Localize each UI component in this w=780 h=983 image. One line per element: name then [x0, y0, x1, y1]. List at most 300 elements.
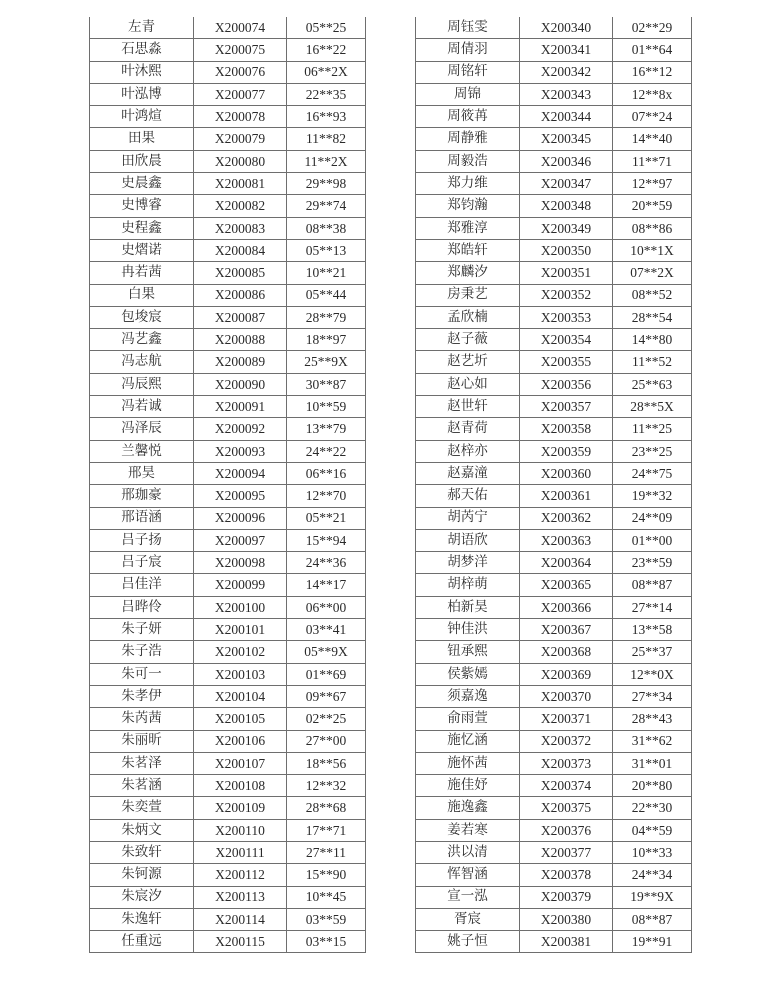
- roster-table-right: [415, 17, 692, 953]
- id-cell: X200086: [194, 284, 287, 306]
- code-cell: 28**79: [287, 306, 366, 328]
- id-cell: X200351: [520, 262, 613, 284]
- id-cell: X200080: [194, 150, 287, 172]
- table-row: [416, 217, 692, 239]
- table-row: [416, 574, 692, 596]
- id-cell: X200103: [194, 663, 287, 685]
- name-cell: 石思淼: [90, 39, 194, 61]
- name-cell: 周铭轩: [416, 61, 520, 83]
- code-cell: 13**58: [613, 619, 692, 641]
- id-cell: X200378: [520, 864, 613, 886]
- table-row: [416, 841, 692, 863]
- code-cell: 05**21: [287, 507, 366, 529]
- table-row: [416, 908, 692, 930]
- code-cell: 23**59: [613, 552, 692, 574]
- code-cell: 05**9X: [287, 641, 366, 663]
- table-row: [90, 730, 366, 752]
- id-cell: X200115: [194, 931, 287, 953]
- code-cell: 11**52: [613, 351, 692, 373]
- name-cell: 须嘉逸: [416, 685, 520, 707]
- table-row: [90, 685, 366, 707]
- id-cell: X200108: [194, 775, 287, 797]
- name-cell: 施逸鑫: [416, 797, 520, 819]
- table-row: [90, 284, 366, 306]
- code-cell: 27**11: [287, 841, 366, 863]
- id-cell: X200380: [520, 908, 613, 930]
- table-row: [416, 685, 692, 707]
- name-cell: 冉若茜: [90, 262, 194, 284]
- name-cell: 赵艺圻: [416, 351, 520, 373]
- id-cell: X200349: [520, 217, 613, 239]
- code-cell: 05**44: [287, 284, 366, 306]
- code-cell: 03**59: [287, 908, 366, 930]
- code-cell: 08**52: [613, 284, 692, 306]
- id-cell: X200094: [194, 462, 287, 484]
- table-row: [416, 708, 692, 730]
- code-cell: 10**33: [613, 841, 692, 863]
- id-cell: X200114: [194, 908, 287, 930]
- name-cell: 邢昊: [90, 462, 194, 484]
- name-cell: 姜若寒: [416, 819, 520, 841]
- table-row: [90, 396, 366, 418]
- name-cell: 吕子扬: [90, 529, 194, 551]
- code-cell: 03**15: [287, 931, 366, 953]
- name-cell: 侯紫嫣: [416, 663, 520, 685]
- code-cell: 11**2X: [287, 150, 366, 172]
- id-cell: X200370: [520, 685, 613, 707]
- id-cell: X200083: [194, 217, 287, 239]
- code-cell: 12**70: [287, 485, 366, 507]
- code-cell: 07**2X: [613, 262, 692, 284]
- table-row: [90, 306, 366, 328]
- code-cell: 28**54: [613, 306, 692, 328]
- name-cell: 冯志航: [90, 351, 194, 373]
- name-cell: 周钰雯: [416, 17, 520, 39]
- id-cell: X200075: [194, 39, 287, 61]
- code-cell: 07**24: [613, 106, 692, 128]
- code-cell: 08**86: [613, 217, 692, 239]
- name-cell: 胡芮宁: [416, 507, 520, 529]
- name-cell: 宣一泓: [416, 886, 520, 908]
- table-row: [416, 596, 692, 618]
- name-cell: 周筱苒: [416, 106, 520, 128]
- code-cell: 06**2X: [287, 61, 366, 83]
- table-row: [90, 819, 366, 841]
- id-cell: X200076: [194, 61, 287, 83]
- name-cell: 施佳妤: [416, 775, 520, 797]
- table-row: [90, 195, 366, 217]
- id-cell: X200365: [520, 574, 613, 596]
- name-cell: 赵青荷: [416, 418, 520, 440]
- name-cell: 朱可一: [90, 663, 194, 685]
- id-cell: X200350: [520, 239, 613, 261]
- code-cell: 10**45: [287, 886, 366, 908]
- roster-table-left: [89, 17, 366, 953]
- table-row: [416, 507, 692, 529]
- code-cell: 24**36: [287, 552, 366, 574]
- code-cell: 24**75: [613, 462, 692, 484]
- code-cell: 18**56: [287, 752, 366, 774]
- table-row: [90, 373, 366, 395]
- name-cell: 朱奕萱: [90, 797, 194, 819]
- code-cell: 14**80: [613, 329, 692, 351]
- code-cell: 25**9X: [287, 351, 366, 373]
- code-cell: 05**13: [287, 239, 366, 261]
- id-cell: X200081: [194, 173, 287, 195]
- table-row: [90, 173, 366, 195]
- code-cell: 31**62: [613, 730, 692, 752]
- roster-table-body: [416, 17, 692, 953]
- table-row: [416, 797, 692, 819]
- id-cell: X200372: [520, 730, 613, 752]
- table-row: [416, 17, 692, 39]
- id-cell: X200354: [520, 329, 613, 351]
- table-row: [90, 440, 366, 462]
- table-row: [90, 908, 366, 930]
- code-cell: 19**91: [613, 931, 692, 953]
- name-cell: 柏新昊: [416, 596, 520, 618]
- name-cell: 冯艺鑫: [90, 329, 194, 351]
- id-cell: X200102: [194, 641, 287, 663]
- table-row: [90, 106, 366, 128]
- code-cell: 18**97: [287, 329, 366, 351]
- name-cell: 吕佳洋: [90, 574, 194, 596]
- code-cell: 24**09: [613, 507, 692, 529]
- table-row: [90, 663, 366, 685]
- table-row: [416, 61, 692, 83]
- code-cell: 01**00: [613, 529, 692, 551]
- table-row: [416, 663, 692, 685]
- id-cell: X200366: [520, 596, 613, 618]
- id-cell: X200090: [194, 373, 287, 395]
- table-row: [90, 61, 366, 83]
- table-row: [90, 864, 366, 886]
- code-cell: 27**14: [613, 596, 692, 618]
- id-cell: X200343: [520, 83, 613, 105]
- table-row: [416, 262, 692, 284]
- code-cell: 10**21: [287, 262, 366, 284]
- table-row: [90, 507, 366, 529]
- name-cell: 史熠诺: [90, 239, 194, 261]
- code-cell: 08**38: [287, 217, 366, 239]
- table-row: [416, 83, 692, 105]
- id-cell: X200381: [520, 931, 613, 953]
- table-row: [416, 552, 692, 574]
- id-cell: X200098: [194, 552, 287, 574]
- id-cell: X200093: [194, 440, 287, 462]
- name-cell: 房秉艺: [416, 284, 520, 306]
- id-cell: X200373: [520, 752, 613, 774]
- id-cell: X200099: [194, 574, 287, 596]
- table-row: [416, 641, 692, 663]
- code-cell: 25**37: [613, 641, 692, 663]
- code-cell: 28**43: [613, 708, 692, 730]
- id-cell: X200082: [194, 195, 287, 217]
- table-row: [416, 329, 692, 351]
- code-cell: 12**32: [287, 775, 366, 797]
- code-cell: 13**79: [287, 418, 366, 440]
- table-row: [416, 106, 692, 128]
- id-cell: X200084: [194, 239, 287, 261]
- table-row: [416, 931, 692, 953]
- name-cell: 朱宸汐: [90, 886, 194, 908]
- code-cell: 16**22: [287, 39, 366, 61]
- table-row: [90, 217, 366, 239]
- code-cell: 10**1X: [613, 239, 692, 261]
- name-cell: 郑麟汐: [416, 262, 520, 284]
- id-cell: X200111: [194, 841, 287, 863]
- name-cell: 钮承熙: [416, 641, 520, 663]
- id-cell: X200376: [520, 819, 613, 841]
- code-cell: 11**25: [613, 418, 692, 440]
- id-cell: X200110: [194, 819, 287, 841]
- table-row: [90, 841, 366, 863]
- table-row: [416, 239, 692, 261]
- code-cell: 04**59: [613, 819, 692, 841]
- table-row: [416, 440, 692, 462]
- code-cell: 10**59: [287, 396, 366, 418]
- id-cell: X200363: [520, 529, 613, 551]
- id-cell: X200358: [520, 418, 613, 440]
- id-cell: X200357: [520, 396, 613, 418]
- code-cell: 19**32: [613, 485, 692, 507]
- name-cell: 赵子薇: [416, 329, 520, 351]
- table-row: [90, 931, 366, 953]
- name-cell: 朱子浩: [90, 641, 194, 663]
- table-row: [90, 17, 366, 39]
- code-cell: 20**80: [613, 775, 692, 797]
- name-cell: 冯辰熙: [90, 373, 194, 395]
- name-cell: 田欣晨: [90, 150, 194, 172]
- name-cell: 洪以清: [416, 841, 520, 863]
- table-row: [416, 173, 692, 195]
- id-cell: X200109: [194, 797, 287, 819]
- table-row: [416, 128, 692, 150]
- name-cell: 胥宸: [416, 908, 520, 930]
- code-cell: 27**34: [613, 685, 692, 707]
- code-cell: 31**01: [613, 752, 692, 774]
- id-cell: X200347: [520, 173, 613, 195]
- name-cell: 朱茗涵: [90, 775, 194, 797]
- code-cell: 05**25: [287, 17, 366, 39]
- code-cell: 28**68: [287, 797, 366, 819]
- code-cell: 22**30: [613, 797, 692, 819]
- id-cell: X200095: [194, 485, 287, 507]
- name-cell: 朱逸轩: [90, 908, 194, 930]
- table-row: [416, 396, 692, 418]
- id-cell: X200379: [520, 886, 613, 908]
- table-row: [90, 262, 366, 284]
- table-row: [90, 418, 366, 440]
- name-cell: 吕子宸: [90, 552, 194, 574]
- code-cell: 12**8x: [613, 83, 692, 105]
- name-cell: 钟佳洪: [416, 619, 520, 641]
- id-cell: X200355: [520, 351, 613, 373]
- name-cell: 郑皓轩: [416, 239, 520, 261]
- code-cell: 03**41: [287, 619, 366, 641]
- id-cell: X200091: [194, 396, 287, 418]
- table-row: [416, 418, 692, 440]
- table-row: [90, 886, 366, 908]
- id-cell: X200345: [520, 128, 613, 150]
- table-row: [416, 195, 692, 217]
- name-cell: 叶沐熙: [90, 61, 194, 83]
- id-cell: X200353: [520, 306, 613, 328]
- code-cell: 11**82: [287, 128, 366, 150]
- name-cell: 邢珈豪: [90, 485, 194, 507]
- table-row: [90, 351, 366, 373]
- name-cell: 赵梓亦: [416, 440, 520, 462]
- name-cell: 恽智涵: [416, 864, 520, 886]
- code-cell: 17**71: [287, 819, 366, 841]
- table-row: [416, 886, 692, 908]
- table-row: [90, 83, 366, 105]
- code-cell: 29**74: [287, 195, 366, 217]
- table-row: [90, 775, 366, 797]
- name-cell: 朱炳文: [90, 819, 194, 841]
- name-cell: 施怀茜: [416, 752, 520, 774]
- id-cell: X200113: [194, 886, 287, 908]
- id-cell: X200362: [520, 507, 613, 529]
- code-cell: 12**97: [613, 173, 692, 195]
- id-cell: X200364: [520, 552, 613, 574]
- code-cell: 16**93: [287, 106, 366, 128]
- name-cell: 郑雅淳: [416, 217, 520, 239]
- id-cell: X200104: [194, 685, 287, 707]
- table-row: [416, 462, 692, 484]
- name-cell: 朱孝伊: [90, 685, 194, 707]
- table-row: [90, 574, 366, 596]
- code-cell: 15**90: [287, 864, 366, 886]
- code-cell: 02**25: [287, 708, 366, 730]
- code-cell: 24**34: [613, 864, 692, 886]
- table-row: [416, 39, 692, 61]
- id-cell: X200087: [194, 306, 287, 328]
- id-cell: X200369: [520, 663, 613, 685]
- table-row: [416, 351, 692, 373]
- name-cell: 周毅浩: [416, 150, 520, 172]
- table-row: [90, 552, 366, 574]
- id-cell: X200092: [194, 418, 287, 440]
- id-cell: X200361: [520, 485, 613, 507]
- table-row: [90, 708, 366, 730]
- id-cell: X200348: [520, 195, 613, 217]
- table-row: [416, 864, 692, 886]
- code-cell: 01**69: [287, 663, 366, 685]
- id-cell: X200352: [520, 284, 613, 306]
- id-cell: X200368: [520, 641, 613, 663]
- code-cell: 02**29: [613, 17, 692, 39]
- name-cell: 郝天佑: [416, 485, 520, 507]
- name-cell: 吕晔伶: [90, 596, 194, 618]
- code-cell: 25**63: [613, 373, 692, 395]
- name-cell: 胡梓萌: [416, 574, 520, 596]
- name-cell: 俞雨萱: [416, 708, 520, 730]
- name-cell: 白果: [90, 284, 194, 306]
- id-cell: X200341: [520, 39, 613, 61]
- name-cell: 赵嘉潼: [416, 462, 520, 484]
- table-row: [416, 485, 692, 507]
- table-row: [90, 329, 366, 351]
- id-cell: X200078: [194, 106, 287, 128]
- code-cell: 30**87: [287, 373, 366, 395]
- code-cell: 08**87: [613, 574, 692, 596]
- name-cell: 周静雅: [416, 128, 520, 150]
- id-cell: X200112: [194, 864, 287, 886]
- id-cell: X200101: [194, 619, 287, 641]
- name-cell: 史博睿: [90, 195, 194, 217]
- name-cell: 史程鑫: [90, 217, 194, 239]
- name-cell: 郑钧瀚: [416, 195, 520, 217]
- name-cell: 赵心如: [416, 373, 520, 395]
- name-cell: 田果: [90, 128, 194, 150]
- id-cell: X200089: [194, 351, 287, 373]
- table-row: [90, 239, 366, 261]
- table-row: [416, 619, 692, 641]
- name-cell: 包埈宸: [90, 306, 194, 328]
- name-cell: 胡语欣: [416, 529, 520, 551]
- id-cell: X200375: [520, 797, 613, 819]
- table-row: [416, 819, 692, 841]
- code-cell: 09**67: [287, 685, 366, 707]
- id-cell: X200377: [520, 841, 613, 863]
- id-cell: X200079: [194, 128, 287, 150]
- id-cell: X200106: [194, 730, 287, 752]
- id-cell: X200342: [520, 61, 613, 83]
- id-cell: X200105: [194, 708, 287, 730]
- table-row: [90, 485, 366, 507]
- code-cell: 01**64: [613, 39, 692, 61]
- table-row: [416, 730, 692, 752]
- name-cell: 叶泓博: [90, 83, 194, 105]
- name-cell: 朱茗泽: [90, 752, 194, 774]
- code-cell: 23**25: [613, 440, 692, 462]
- code-cell: 11**71: [613, 150, 692, 172]
- code-cell: 06**00: [287, 596, 366, 618]
- table-row: [416, 373, 692, 395]
- name-cell: 周锦: [416, 83, 520, 105]
- name-cell: 兰馨悦: [90, 440, 194, 462]
- table-row: [416, 150, 692, 172]
- name-cell: 任重远: [90, 931, 194, 953]
- code-cell: 20**59: [613, 195, 692, 217]
- name-cell: 孟欣楠: [416, 306, 520, 328]
- table-row: [90, 462, 366, 484]
- table-row: [90, 596, 366, 618]
- id-cell: X200359: [520, 440, 613, 462]
- name-cell: 朱芮茜: [90, 708, 194, 730]
- name-cell: 朱致轩: [90, 841, 194, 863]
- code-cell: 12**0X: [613, 663, 692, 685]
- name-cell: 朱子妍: [90, 619, 194, 641]
- name-cell: 胡梦洋: [416, 552, 520, 574]
- code-cell: 22**35: [287, 83, 366, 105]
- id-cell: X200371: [520, 708, 613, 730]
- code-cell: 16**12: [613, 61, 692, 83]
- name-cell: 郑力维: [416, 173, 520, 195]
- id-cell: X200107: [194, 752, 287, 774]
- table-row: [416, 752, 692, 774]
- id-cell: X200356: [520, 373, 613, 395]
- id-cell: X200367: [520, 619, 613, 641]
- table-row: [90, 619, 366, 641]
- id-cell: X200344: [520, 106, 613, 128]
- code-cell: 27**00: [287, 730, 366, 752]
- name-cell: 左青: [90, 17, 194, 39]
- name-cell: 朱丽昕: [90, 730, 194, 752]
- code-cell: 14**17: [287, 574, 366, 596]
- name-cell: 姚子恒: [416, 931, 520, 953]
